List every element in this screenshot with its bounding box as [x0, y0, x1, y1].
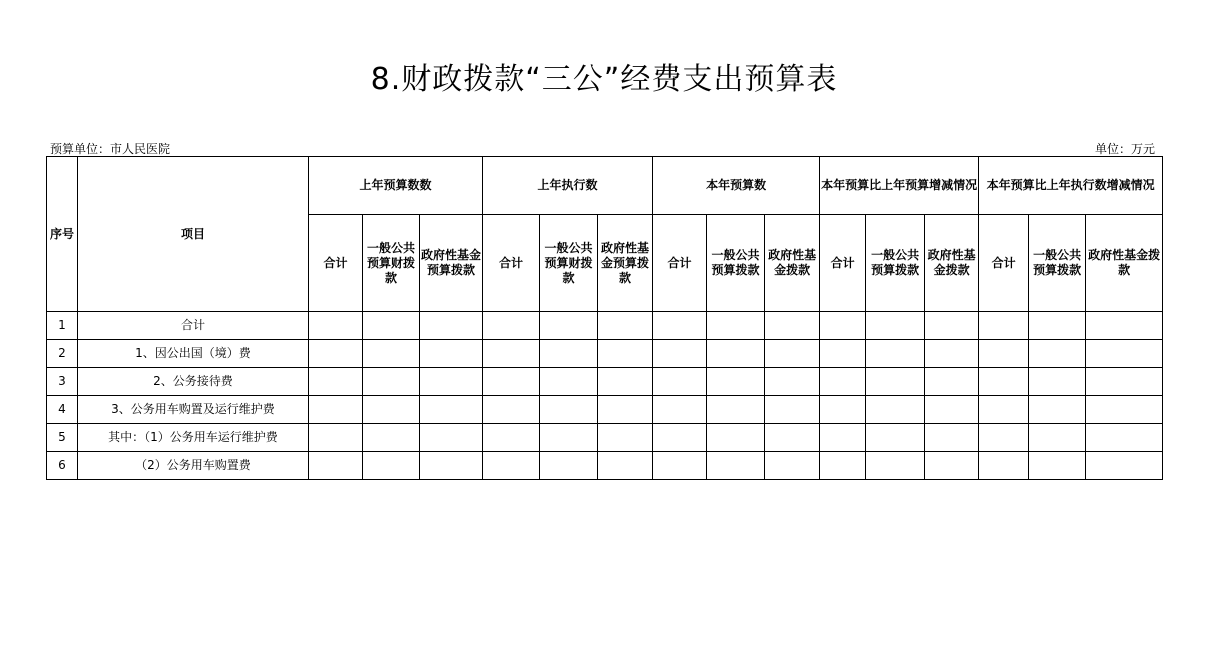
header-item: 项目 — [78, 157, 309, 312]
row-seq: 1 — [47, 312, 78, 340]
data-cell[interactable] — [707, 452, 765, 480]
data-cell[interactable] — [925, 312, 979, 340]
data-cell[interactable] — [820, 312, 866, 340]
sub-header-fund: 政府性基金拨款 — [1086, 215, 1163, 312]
data-cell[interactable] — [1086, 424, 1163, 452]
data-cell[interactable] — [420, 452, 483, 480]
data-cell[interactable] — [483, 424, 540, 452]
data-cell[interactable] — [707, 424, 765, 452]
data-cell[interactable] — [363, 340, 420, 368]
table-row — [47, 312, 1163, 340]
sub-header-general: 一般公共预算财拨款 — [363, 215, 420, 312]
data-cell[interactable] — [866, 312, 925, 340]
data-cell[interactable] — [765, 396, 820, 424]
table-row — [47, 452, 1163, 480]
data-cell[interactable] — [820, 396, 866, 424]
data-cell[interactable] — [309, 312, 363, 340]
data-cell[interactable] — [925, 452, 979, 480]
header-seq: 序号 — [47, 157, 78, 312]
data-cell[interactable] — [1086, 396, 1163, 424]
sub-header-total: 合计 — [820, 215, 866, 312]
data-cell[interactable] — [820, 452, 866, 480]
data-cell[interactable] — [598, 368, 653, 396]
data-cell[interactable] — [420, 340, 483, 368]
data-cell[interactable] — [420, 424, 483, 452]
money-unit-label: 单位：万元 — [1094, 142, 1155, 156]
header-group-current-budget: 本年预算数 — [653, 157, 820, 215]
data-cell[interactable] — [1029, 368, 1086, 396]
sub-header-general: 一般公共预算拨款 — [707, 215, 765, 312]
data-cell[interactable] — [979, 452, 1029, 480]
budget-unit-label: 预算单位：市人民医院 — [50, 142, 171, 156]
data-cell[interactable] — [483, 368, 540, 396]
data-cell[interactable] — [653, 368, 707, 396]
budget-table — [46, 156, 1163, 480]
data-cell[interactable] — [653, 424, 707, 452]
data-cell[interactable] — [598, 312, 653, 340]
data-cell[interactable] — [925, 396, 979, 424]
data-cell[interactable] — [653, 340, 707, 368]
data-cell[interactable] — [925, 424, 979, 452]
sub-header-fund: 政府性基金预算拨款 — [420, 215, 483, 312]
data-cell[interactable] — [925, 368, 979, 396]
data-cell[interactable] — [866, 340, 925, 368]
data-cell[interactable] — [598, 396, 653, 424]
data-cell[interactable] — [483, 340, 540, 368]
sub-header-total: 合计 — [979, 215, 1029, 312]
row-item: 合计 — [78, 312, 309, 340]
data-cell[interactable] — [979, 340, 1029, 368]
data-cell[interactable] — [1029, 312, 1086, 340]
sub-header-general: 一般公共预算拨款 — [866, 215, 925, 312]
row-seq: 4 — [47, 396, 78, 424]
data-cell[interactable] — [598, 340, 653, 368]
data-cell[interactable] — [1086, 340, 1163, 368]
data-cell[interactable] — [866, 368, 925, 396]
sub-header-fund: 政府性基金拨款 — [765, 215, 820, 312]
header-row-groups — [47, 157, 1163, 215]
data-cell[interactable] — [765, 452, 820, 480]
data-cell[interactable] — [653, 452, 707, 480]
data-cell[interactable] — [925, 340, 979, 368]
header-group-vs-prev-execution: 本年预算比上年执行数增减情况 — [979, 157, 1163, 215]
table-row — [47, 424, 1163, 452]
row-seq: 2 — [47, 340, 78, 368]
data-cell[interactable] — [1086, 312, 1163, 340]
data-cell[interactable] — [540, 452, 598, 480]
data-cell[interactable] — [540, 424, 598, 452]
data-cell[interactable] — [979, 424, 1029, 452]
row-seq: 5 — [47, 424, 78, 452]
page-title: 8.财政拨款“三公”经费支出预算表 — [370, 62, 838, 97]
data-cell[interactable] — [653, 312, 707, 340]
data-cell[interactable] — [540, 340, 598, 368]
data-cell[interactable] — [765, 424, 820, 452]
data-cell[interactable] — [363, 396, 420, 424]
row-seq: 3 — [47, 368, 78, 396]
data-cell[interactable] — [765, 340, 820, 368]
data-cell[interactable] — [1086, 368, 1163, 396]
row-seq: 6 — [47, 452, 78, 480]
data-cell[interactable] — [1029, 340, 1086, 368]
data-cell[interactable] — [707, 340, 765, 368]
header-group-prev-execution: 上年执行数 — [483, 157, 653, 215]
table-row — [47, 396, 1163, 424]
header-group-vs-prev-budget: 本年预算比上年预算增减情况 — [820, 157, 979, 215]
data-cell[interactable] — [866, 452, 925, 480]
data-cell[interactable] — [540, 312, 598, 340]
data-cell[interactable] — [363, 452, 420, 480]
data-cell[interactable] — [653, 396, 707, 424]
data-cell[interactable] — [1029, 424, 1086, 452]
data-cell[interactable] — [707, 396, 765, 424]
data-cell[interactable] — [866, 396, 925, 424]
data-cell[interactable] — [309, 424, 363, 452]
data-cell[interactable] — [420, 368, 483, 396]
data-cell[interactable] — [1086, 452, 1163, 480]
data-cell[interactable] — [309, 452, 363, 480]
data-cell[interactable] — [309, 368, 363, 396]
data-cell[interactable] — [866, 424, 925, 452]
data-cell[interactable] — [820, 424, 866, 452]
sub-header-total: 合计 — [309, 215, 363, 312]
data-cell[interactable] — [765, 312, 820, 340]
table-row — [47, 368, 1163, 396]
data-cell[interactable] — [765, 368, 820, 396]
data-cell[interactable] — [979, 396, 1029, 424]
sub-header-general: 一般公共预算拨款 — [1029, 215, 1086, 312]
data-cell[interactable] — [540, 396, 598, 424]
data-cell[interactable] — [540, 368, 598, 396]
data-cell[interactable] — [483, 396, 540, 424]
row-item: 2、公务接待费 — [78, 368, 309, 396]
data-cell[interactable] — [363, 368, 420, 396]
data-cell[interactable] — [979, 312, 1029, 340]
row-item: 1、因公出国（境）费 — [78, 340, 309, 368]
data-cell[interactable] — [598, 452, 653, 480]
data-cell[interactable] — [309, 340, 363, 368]
data-cell[interactable] — [1029, 452, 1086, 480]
sub-header-total: 合计 — [653, 215, 707, 312]
data-cell[interactable] — [598, 424, 653, 452]
data-cell[interactable] — [483, 312, 540, 340]
header-group-prev-budget: 上年预算数数 — [309, 157, 483, 215]
sub-header-general: 一般公共预算财拨款 — [540, 215, 598, 312]
row-item: 其中：（1）公务用车运行维护费 — [78, 424, 309, 452]
data-cell[interactable] — [420, 396, 483, 424]
data-cell[interactable] — [707, 368, 765, 396]
data-cell[interactable] — [309, 396, 363, 424]
data-cell[interactable] — [420, 312, 483, 340]
sub-header-fund: 政府性基金预算拨款 — [598, 215, 653, 312]
row-item: （2）公务用车购置费 — [78, 452, 309, 480]
table-row — [47, 340, 1163, 368]
sub-header-fund: 政府性基金拨款 — [925, 215, 979, 312]
data-cell[interactable] — [707, 312, 765, 340]
row-item: 3、公务用车购置及运行维护费 — [78, 396, 309, 424]
data-cell[interactable] — [820, 340, 866, 368]
data-cell[interactable] — [363, 424, 420, 452]
data-cell[interactable] — [820, 368, 866, 396]
data-cell[interactable] — [979, 368, 1029, 396]
data-cell[interactable] — [483, 452, 540, 480]
sub-header-total: 合计 — [483, 215, 540, 312]
data-cell[interactable] — [363, 312, 420, 340]
data-cell[interactable] — [1029, 396, 1086, 424]
